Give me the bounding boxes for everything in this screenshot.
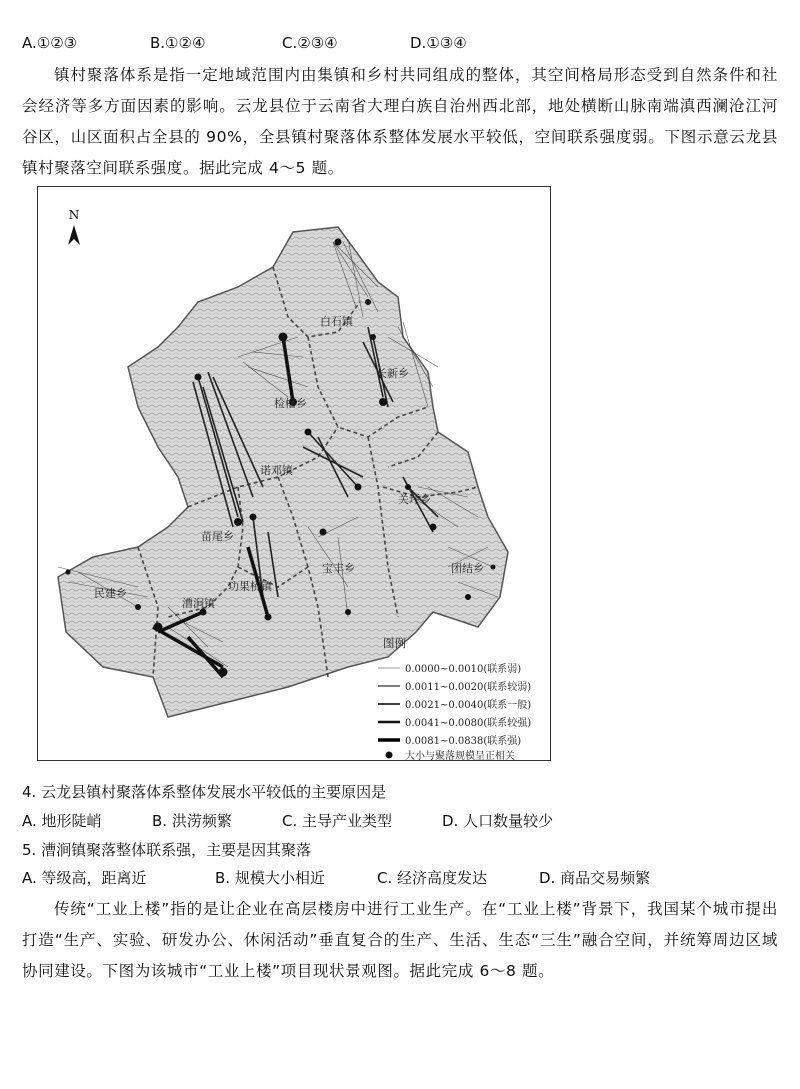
label-gongguoqiao: 功果桥镇 (228, 580, 272, 593)
option-b: B.①②④ (150, 34, 206, 52)
q5-option-a: A. 等级高，距离近 (22, 869, 147, 887)
option-d: D.①③④ (410, 34, 467, 52)
passage-industrial-upstairs: 传统“工业上楼”指的是让企业在高层楼房中进行工业生产。在“工业上楼”背景下，我国某个城市提出打造“生产、实验、研发办公、休闲活动”垂直复合的生产、生活、生态“三生”融合空间，并统筹周边区域协同建设。下图为该城市“工业上楼”项目现状景观图。据此完成 6～8 题。 (22, 900, 778, 980)
label-nuodeng: 诺邓镇 (260, 464, 293, 477)
map-legend (378, 636, 531, 762)
option-a: A.①②③ (22, 34, 78, 52)
q5-option-d: D. 商品交易频繁 (539, 869, 651, 887)
q5-option-b: B. 规模大小相近 (215, 869, 325, 887)
settlement-connection-map (37, 186, 551, 761)
svg-text:0.0041~0.0080(联系较强): 0.0041~0.0080(联系较强) (405, 718, 532, 729)
label-minjian: 民建乡 (94, 587, 127, 600)
label-changxin: 长新乡 (376, 367, 409, 380)
label-miaowei: 苗尾乡 (201, 530, 234, 543)
option-c: C.②③④ (282, 34, 338, 52)
north-arrow (68, 208, 80, 245)
q4-option-d: D. 人口数量较少 (442, 812, 554, 830)
svg-text:0.0021~0.0040(联系一般): 0.0021~0.0040(联系一般) (405, 700, 532, 711)
svg-text:图例: 图例 (383, 636, 406, 650)
question-5-options (22, 867, 650, 888)
q4-option-b: B. 洪涝频繁 (152, 812, 232, 830)
svg-text:大小与聚落规模呈正相关: 大小与聚落规模呈正相关 (405, 751, 515, 762)
q4-option-a: A. 地形陡峭 (22, 812, 102, 830)
svg-text:N: N (68, 208, 80, 222)
question-4-stem: 4. 云龙县镇村聚落体系整体发展水平较低的主要原因是 (22, 783, 387, 801)
label-baishi: 白石镇 (320, 315, 353, 328)
label-tuanjie: 团结乡 (451, 562, 484, 575)
previous-question-options (22, 34, 467, 52)
passage-settlement-system: 镇村聚落体系是指一定地域范围内由集镇和乡村共同组成的整体，其空间格局形态受到自然条件和社会经济等多方面因素的影响。云龙县位于云南省大理白族自治州西北部，地处横断山脉南端滇西澜沧江河谷区，山区面积占全县的 90%，全县镇村聚落体系整体发展水平较低，空间联系强度弱。下图示意云龙县镇村聚落空间联系强度。据此完成 4～5 题。 (22, 66, 778, 177)
svg-text:0.0011~0.0020(联系较弱): 0.0011~0.0020(联系较弱) (405, 682, 532, 693)
q4-option-c: C. 主导产业类型 (282, 812, 393, 830)
label-baofeng: 宝丰乡 (322, 562, 355, 575)
label-caojian: 漕涧镇 (182, 597, 215, 610)
label-guanping: 关坪乡 (398, 493, 431, 506)
svg-text:0.0000~0.0010(联系弱): 0.0000~0.0010(联系弱) (405, 664, 522, 675)
q5-option-c: C. 经济高度发达 (377, 869, 488, 887)
svg-text:0.0081~0.0838(联系强): 0.0081~0.0838(联系强) (405, 736, 522, 747)
question-4-options (22, 810, 553, 831)
label-jiancao: 检槽乡 (274, 397, 307, 410)
question-5-stem: 5. 漕涧镇聚落整体联系强，主要是因其聚落 (22, 841, 312, 859)
map-svg (38, 187, 552, 762)
